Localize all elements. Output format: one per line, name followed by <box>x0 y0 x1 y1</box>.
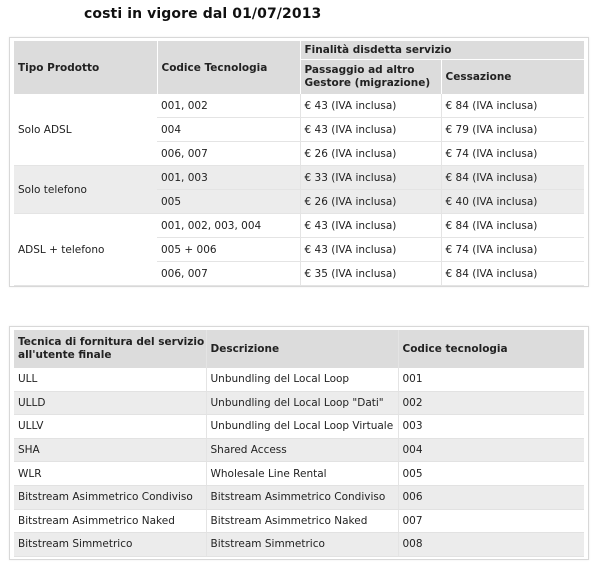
descrizione-cell: Unbundling del Local Loop <box>206 368 398 391</box>
table-row <box>14 485 584 509</box>
header-descrizione: Descrizione <box>206 330 398 368</box>
codice-cell: 001, 003 <box>157 166 300 190</box>
table-row <box>14 415 584 439</box>
header-tecnica: Tecnica di fornitura del servizio all'utente finale <box>14 330 206 368</box>
codice-cell: 004 <box>157 118 300 142</box>
codice-cell: 001, 002, 003, 004 <box>157 214 300 238</box>
technology-table-panel <box>9 326 589 560</box>
descrizione-cell: Shared Access <box>206 438 398 462</box>
codice-cell: 002 <box>398 391 584 415</box>
tecnica-cell: Bitstream Asimmetrico Condiviso <box>14 485 206 509</box>
passaggio-cell: € 43 (IVA inclusa) <box>300 118 441 142</box>
table-row <box>14 438 584 462</box>
cessazione-cell: € 79 (IVA inclusa) <box>441 118 584 142</box>
product-cell: Solo telefono <box>14 166 157 214</box>
tecnica-cell: SHA <box>14 438 206 462</box>
cessazione-cell: € 74 (IVA inclusa) <box>441 142 584 166</box>
table-row <box>14 533 584 557</box>
codice-cell: 006, 007 <box>157 262 300 286</box>
codice-cell: 006, 007 <box>157 142 300 166</box>
descrizione-cell: Bitstream Asimmetrico Condiviso <box>206 485 398 509</box>
codice-cell: 005 <box>398 462 584 486</box>
codice-cell: 006 <box>398 485 584 509</box>
cessazione-cell: € 84 (IVA inclusa) <box>441 214 584 238</box>
table-row <box>14 509 584 533</box>
header-cessazione: Cessazione <box>441 60 584 95</box>
header-codice-tecnologia: Codice Tecnologia <box>157 41 300 94</box>
codice-cell: 003 <box>398 415 584 439</box>
tecnica-cell: ULL <box>14 368 206 391</box>
table-row <box>14 94 584 118</box>
technology-table <box>14 330 584 557</box>
table-row <box>14 391 584 415</box>
cessazione-cell: € 74 (IVA inclusa) <box>441 238 584 262</box>
passaggio-cell: € 26 (IVA inclusa) <box>300 142 441 166</box>
descrizione-cell: Bitstream Simmetrico <box>206 533 398 557</box>
passaggio-cell: € 43 (IVA inclusa) <box>300 94 441 118</box>
codice-cell: 008 <box>398 533 584 557</box>
codice-cell: 004 <box>398 438 584 462</box>
descrizione-cell: Bitstream Asimmetrico Naked <box>206 509 398 533</box>
page-title: costi in vigore dal 01/07/2013 <box>84 6 322 22</box>
header-finalita-disdetta: Finalità disdetta servizio <box>300 41 584 60</box>
descrizione-cell: Wholesale Line Rental <box>206 462 398 486</box>
product-cell: Solo ADSL <box>14 94 157 166</box>
codice-cell: 001, 002 <box>157 94 300 118</box>
header-tipo-prodotto: Tipo Prodotto <box>14 41 157 94</box>
product-cell: ADSL + telefono <box>14 214 157 286</box>
cessazione-cell: € 84 (IVA inclusa) <box>441 166 584 190</box>
cessazione-cell: € 84 (IVA inclusa) <box>441 262 584 286</box>
descrizione-cell: Unbundling del Local Loop "Dati" <box>206 391 398 415</box>
codice-cell: 007 <box>398 509 584 533</box>
header-codice: Codice tecnologia <box>398 330 584 368</box>
cessazione-cell: € 84 (IVA inclusa) <box>441 94 584 118</box>
tecnica-cell: WLR <box>14 462 206 486</box>
passaggio-cell: € 35 (IVA inclusa) <box>300 262 441 286</box>
codice-cell: 005 <box>157 190 300 214</box>
passaggio-cell: € 43 (IVA inclusa) <box>300 214 441 238</box>
cessazione-cell: € 40 (IVA inclusa) <box>441 190 584 214</box>
passaggio-cell: € 26 (IVA inclusa) <box>300 190 441 214</box>
tecnica-cell: ULLD <box>14 391 206 415</box>
table-row <box>14 214 584 238</box>
table-row <box>14 368 584 391</box>
costs-table <box>14 41 584 286</box>
descrizione-cell: Unbundling del Local Loop Virtuale <box>206 415 398 439</box>
header-passaggio: Passaggio ad altro Gestore (migrazione) <box>300 60 441 95</box>
table-row <box>14 462 584 486</box>
tecnica-cell: ULLV <box>14 415 206 439</box>
codice-cell: 001 <box>398 368 584 391</box>
table-row <box>14 166 584 190</box>
passaggio-cell: € 43 (IVA inclusa) <box>300 238 441 262</box>
tecnica-cell: Bitstream Asimmetrico Naked <box>14 509 206 533</box>
passaggio-cell: € 33 (IVA inclusa) <box>300 166 441 190</box>
costs-table-panel <box>9 37 589 287</box>
tecnica-cell: Bitstream Simmetrico <box>14 533 206 557</box>
codice-cell: 005 + 006 <box>157 238 300 262</box>
